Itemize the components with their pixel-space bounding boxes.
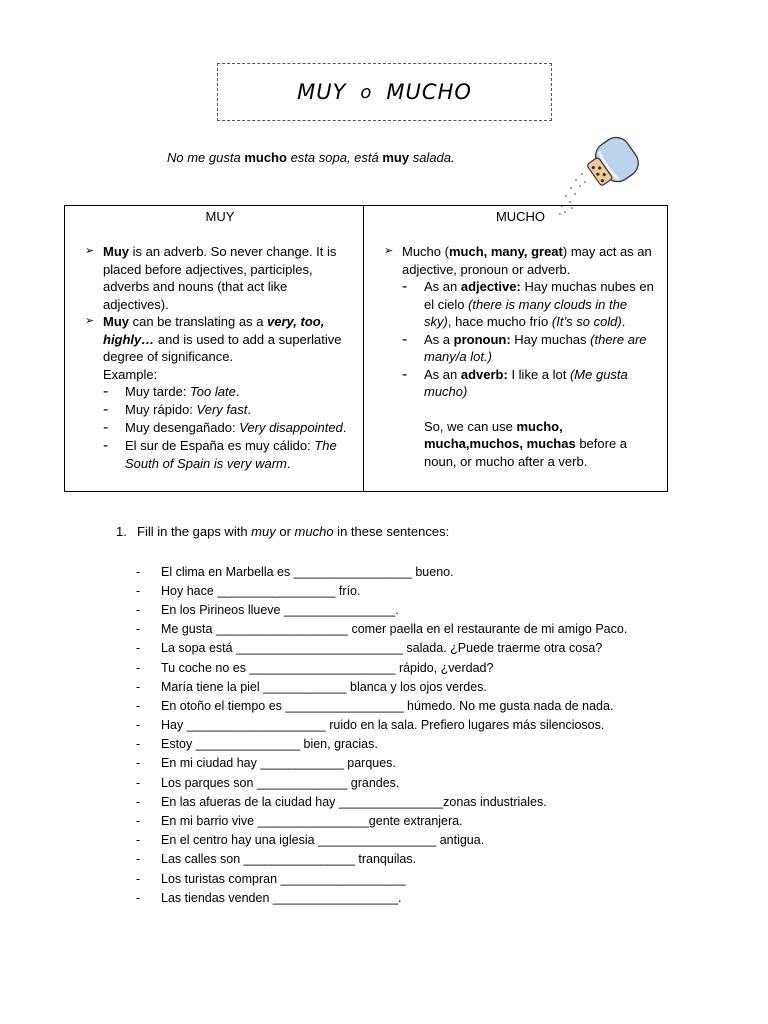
mucho-uses: [384, 278, 657, 470]
mucho-use-pronoun: - As a pronoun: Hay muchas (there are many/a lot.): [402, 330, 647, 364]
list-item: - En mi ciudad hay ____________ parques.: [136, 756, 396, 771]
muy-bullet-1: ➢ Muy is an adverb. So never change. It is placed before adjectives, participles, adverbs and nouns (that act like adjectives).: [85, 244, 337, 312]
list-item: - En otoño el tiempo es _________________ húmedo. No me gusta nada de nada.: [136, 698, 614, 713]
muy-example: - El sur de España es muy cálido: The South of Spain is very warm.: [103, 437, 337, 471]
title-mucho: MUCHO: [386, 80, 472, 104]
list-item: - En los Pirineos llueve ________________.: [136, 602, 399, 617]
list-item: - En el centro hay una iglesia _________________ antigua.: [136, 833, 485, 848]
muy-examples: [85, 383, 355, 472]
exercise-sentences: [136, 562, 627, 907]
list-item: - Estoy _______________ bien, gracias.: [136, 737, 378, 752]
title-conjunction: o: [360, 81, 373, 103]
exercise-instruction: 1. Fill in the gaps with muy or mucho in these sentences:: [116, 524, 450, 539]
arrow-bullet-icon: ➢: [384, 245, 394, 257]
muy-column: [65, 206, 364, 491]
intro-sentence: No me gusta mucho esta sopa, está muy salada.: [167, 150, 455, 165]
list-item: - Me gusta ___________________ comer paella en el restaurante de mi amigo Paco.: [136, 622, 628, 637]
list-item: - En las afueras de la ciudad hay _______________zonas industriales.: [136, 794, 547, 809]
list-item: - Las tiendas venden __________________.: [136, 890, 402, 905]
mucho-bullet-1: ➢ Mucho (much, many, great) may act as an adjective, pronoun or adverb.: [384, 244, 652, 277]
list-item: - Tu coche no es _____________________ rápido, ¿verdad?: [136, 660, 494, 675]
list-item: - En mi barrio vive ________________gente extranjera.: [136, 814, 463, 829]
mucho-use-adjective: - As an adjective: Hay muchas nubes en el cielo (there is many clouds in the sky), hace mucho frío (It’s so cold).: [402, 278, 654, 329]
list-item: - Los turistas compran __________________: [136, 871, 406, 886]
list-item: - Hay ____________________ ruido en la sala. Prefiero lugares más silenciosos.: [136, 718, 605, 733]
list-item: - María tiene la piel ____________ blanca y los ojos verdes.: [136, 679, 487, 694]
muy-example: - Muy tarde: Too late.: [103, 383, 240, 400]
list-item: - La sopa está ________________________ salada. ¿Puede traerme otra cosa?: [136, 641, 603, 656]
list-item: - Los parques son _____________ grandes.: [136, 775, 400, 790]
muy-bullet-2: ➢ Muy can be translating as a very, too, highly… and is used to add a superlative degree of significance. Example:: [85, 314, 342, 382]
list-item: - Hoy hace _________________ frío.: [136, 583, 361, 598]
worksheet-title: [217, 63, 552, 121]
mucho-use-adverb: - As an adverb: I like a lot (Me gusta mucho): [402, 365, 628, 399]
muy-column-header: MUY: [205, 209, 235, 224]
mucho-summary: So, we can use mucho, mucha,muchos, muchas before a noun, or mucho after a verb.: [424, 418, 628, 469]
muy-example: - Muy desengañado: Very disappointed.: [103, 419, 347, 436]
muy-example: - Muy rápido: Very fast.: [103, 401, 251, 418]
mucho-column: [364, 206, 667, 491]
arrow-bullet-icon: ➢: [85, 245, 95, 257]
mucho-column-header: MUCHO: [495, 209, 546, 224]
arrow-bullet-icon: ➢: [85, 315, 95, 327]
example-label: Example:: [103, 366, 158, 382]
list-item: - Las calles son ________________ tranquilas.: [136, 852, 417, 867]
title-muy: MUY: [297, 80, 347, 104]
muy-mucho-table: [64, 205, 668, 492]
list-item: - El clima en Marbella es _________________ bueno.: [136, 564, 454, 579]
